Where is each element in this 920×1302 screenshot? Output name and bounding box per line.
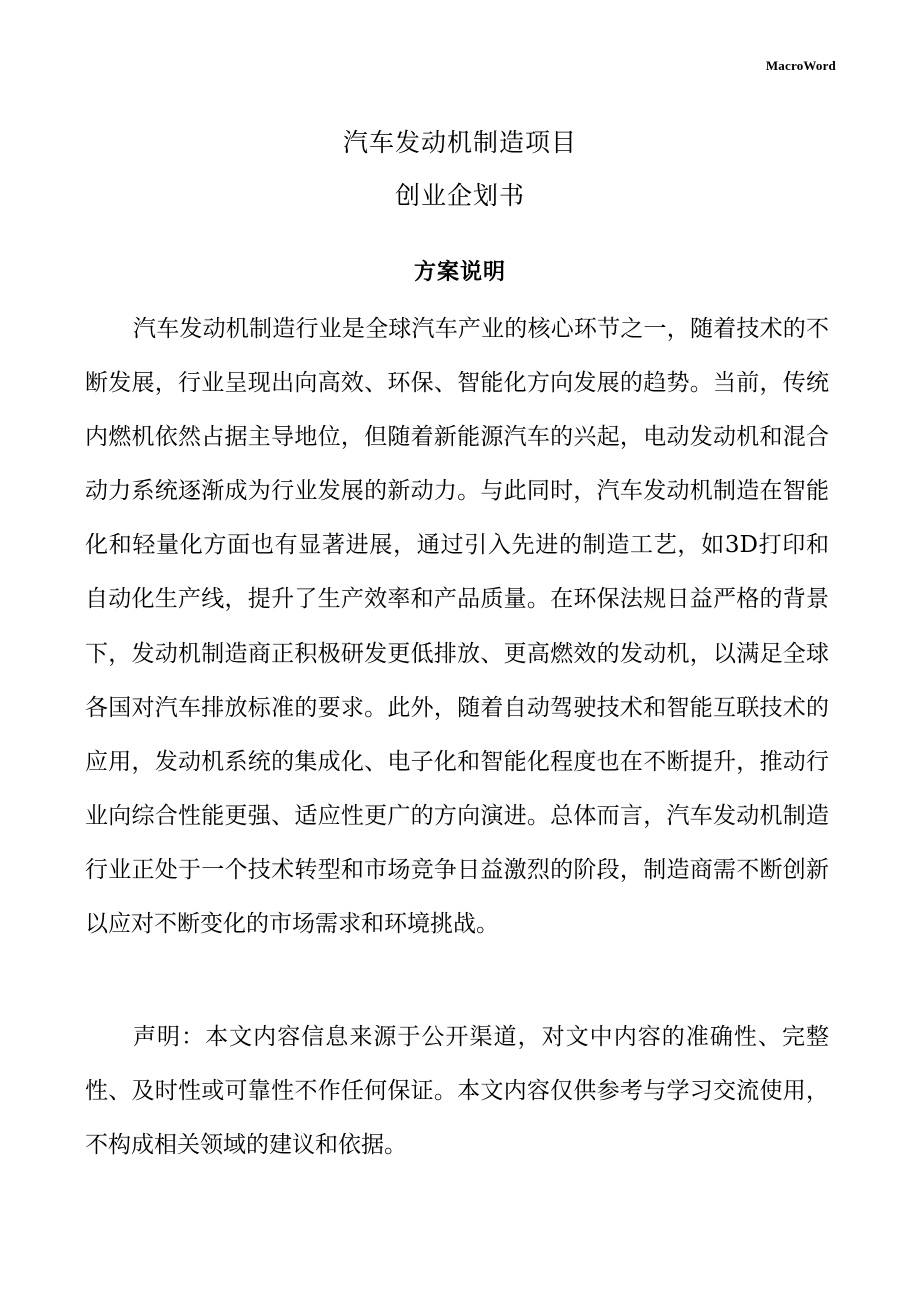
section-heading: 方案说明 — [413, 260, 506, 285]
disclaimer-paragraph: 声明：本文内容信息来源于公开渠道，对文中内容的准确性、完整性、及时性或可靠性不作任何保证。本文内容仅供参考与学习交流使用，不构成相关领域的建议和依据。 — [85, 1024, 829, 1159]
document-subtitle: 创业企划书 — [394, 181, 525, 210]
header-brand: MacroWord — [765, 58, 836, 73]
body-paragraph-intro: 汽车发动机制造行业是全球汽车产业的核心环节之一，随着技术的不断发展，行业呈现出向高效、环保、智能化方向发展的趋势。当前，传统内燃机依然占据主导地位，但随着新能源汽车的兴起，电动发动机和混合动力系统逐渐成为行业发展的新动力。与此同时，汽车发动机制造在智能化和轻量化方面也有显著进展，通过引入先进的制造工艺，如3D打印和自动化生产线，提升了生产效率和产品质量。在环保法规日益严格的背景下，发动机制造商正积极研发更低排放、更高燃效的发动机，以满足全球各国对汽车排放标准的要求。此外，随着自动驾驶技术和智能互联技术的应用，发动机系统的集成化、电子化和智能化程度也在不断提升，推动行业向综合性能更强、适应性更广的方向演进。总体而言，汽车发动机制造行业正处于一个技术转型和市场竞争日益激烈的阶段，制造商需不断创新以应对不断变化的市场需求和环境挑战。 — [85, 316, 829, 938]
document-title: 汽车发动机制造项目 — [342, 128, 577, 157]
